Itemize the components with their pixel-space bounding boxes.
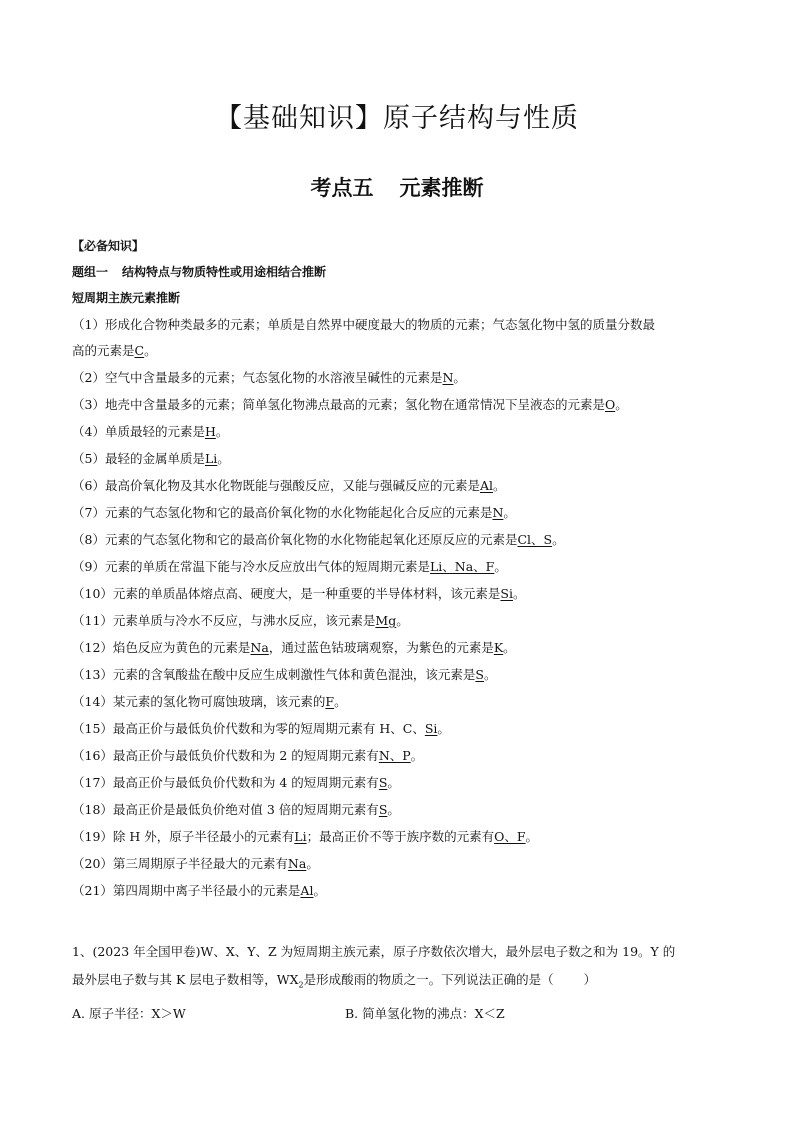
item-line — [72, 607, 732, 634]
item-text: 元素的含氧酸盐在酸中反应生成刺激性气体和黄色混浊，该元素是 — [112, 667, 476, 682]
item-end: 。 — [437, 721, 450, 736]
item-line — [72, 580, 732, 607]
answer: Mg — [375, 613, 397, 628]
list-item — [72, 391, 732, 418]
item-end: 。 — [503, 640, 516, 655]
item-number: （5） — [72, 451, 105, 466]
answer: F — [325, 694, 335, 709]
item-number: （9） — [72, 559, 105, 574]
item-text-middle: ，通过蓝色钴玻璃观察，为紫色的元素是 — [268, 640, 494, 655]
item-number: （6） — [72, 478, 105, 493]
list-item — [72, 688, 732, 715]
subtitle-part1: 考点五 — [310, 176, 374, 200]
item-end: 。 — [144, 343, 157, 358]
item-number: （19） — [72, 829, 113, 844]
item-text: 地壳中含量最多的元素；简单氢化物沸点最高的元素；氢化物在通常情况下呈液态的元素是 — [104, 397, 605, 412]
item-line — [72, 796, 732, 823]
option-b[interactable]: B. 简单氢化物的沸点：X＜Z — [345, 1005, 505, 1021]
item-number: （18） — [72, 802, 113, 817]
group-label: 题组一 — [72, 265, 109, 279]
item-end: 。 — [313, 883, 326, 898]
item-number: （20） — [72, 856, 113, 871]
question-line-1: 1、(2023 年全国甲卷)W、X、Y、Z 为短周期主族元素，原子序数依次增大，最外层电子数之和为 19。Y 的 — [72, 944, 676, 959]
answer: S — [378, 802, 388, 817]
answer: Cl、S — [517, 532, 553, 547]
subheading: 短周期主族元素推断 — [72, 291, 181, 305]
item-end: 。 — [217, 451, 230, 466]
item-number: （7） — [72, 505, 105, 520]
answer: N、P — [378, 748, 411, 763]
answer: O — [604, 397, 616, 412]
item-number: （4） — [72, 424, 105, 439]
item-number: （12） — [72, 640, 113, 655]
answer: S — [475, 667, 484, 682]
item-number: （11） — [72, 613, 113, 628]
item-end: 。 — [396, 613, 409, 628]
item-line — [72, 391, 732, 418]
item-end: 。 — [484, 667, 497, 682]
answer: Na — [250, 640, 269, 655]
item-line — [72, 688, 732, 715]
knowledge-section — [72, 233, 732, 904]
answer: H — [204, 424, 216, 439]
item-end: 。 — [525, 829, 539, 844]
item-text: 除 H 外，原子半径最小的元素有 — [112, 829, 295, 844]
item-line — [72, 311, 732, 338]
list-item — [72, 661, 732, 688]
item-line — [72, 364, 732, 391]
list-item — [72, 472, 732, 499]
item-number: （10） — [72, 586, 113, 601]
item-end: 。 — [615, 397, 628, 412]
item-line — [72, 553, 732, 580]
item-text: 空气中含量最多的元素；气态氢化物的水溶液呈碱性的元素是 — [104, 370, 443, 385]
subtitle-part2: 元素推断 — [399, 176, 484, 200]
item-text-middle: ；最高正价不等于族序数的元素有 — [306, 829, 495, 844]
item-text: 元素的气态氢化物和它的最高价氧化物的水化物能起化合反应的元素是 — [104, 505, 493, 520]
group-text: 结构特点与物质特性或用途相结合推断 — [122, 265, 327, 279]
answer: Al — [300, 883, 314, 898]
item-text: 某元素的氢化物可腐蚀玻璃，该元素的 — [112, 694, 326, 709]
item-line — [72, 499, 732, 526]
list-item — [72, 634, 732, 661]
list-item — [72, 445, 732, 472]
item-text: 元素的单质晶体熔点高、硬度大，是一种重要的半导体材料，该元素是 — [112, 586, 501, 601]
item-end: 。 — [306, 856, 319, 871]
list-item — [72, 418, 732, 445]
options-row — [72, 1000, 732, 1028]
question-block — [72, 938, 732, 1028]
item-line — [72, 823, 732, 850]
item-end: 。 — [387, 775, 400, 790]
item-text: 最高价氧化物及其水化物既能与强酸反应，又能与强碱反应的元素是 — [104, 478, 480, 493]
item-text: 元素单质与冷水不反应，与沸水反应，该元素是 — [112, 613, 376, 628]
answer: Li — [294, 829, 307, 844]
item-end: 。 — [410, 748, 424, 763]
item-line — [72, 769, 732, 796]
list-item — [72, 364, 732, 391]
list-item — [72, 850, 732, 877]
question-line-2-post: 是形成酸雨的物质之一。下列说法正确的是（ — [303, 972, 554, 987]
subscript: 2 — [298, 980, 304, 990]
list-item — [72, 580, 732, 607]
item-text: 元素的单质在常温下能与冷水反应放出气体的短周期元素是 — [104, 559, 430, 574]
list-item — [72, 769, 732, 796]
item-text: 单质最轻的元素是 — [104, 424, 205, 439]
answer: O、F — [494, 829, 526, 844]
answer: Al — [479, 478, 493, 493]
item-number: （1） — [72, 317, 105, 332]
item-list — [72, 311, 732, 904]
answer: N — [492, 505, 504, 520]
answer: Li — [204, 451, 218, 466]
item-line-continued — [72, 338, 732, 364]
item-text: 最高正价与最低负价代数和为零的短周期元素有 H、C、 — [112, 721, 425, 736]
item-end: 。 — [387, 802, 400, 817]
option-a[interactable]: A. 原子半径：X＞W — [72, 1005, 186, 1021]
list-item — [72, 607, 732, 634]
item-text: 形成化合物种类最多的元素；单质是自然界中硬度最大的物质的元素；气态氢化物中氢的质量分数最 — [104, 317, 655, 332]
answer: Li、Na、F — [429, 559, 495, 574]
item-number: （15） — [72, 721, 113, 736]
item-text: 第三周期原子半径最大的元素有 — [112, 856, 288, 871]
item-line — [72, 472, 732, 499]
question-line-2-end: ） — [583, 972, 597, 987]
item-end: 。 — [215, 424, 229, 439]
item-end: 。 — [494, 559, 507, 574]
item-end: 。 — [493, 478, 506, 493]
item-line — [72, 742, 732, 769]
list-item — [72, 823, 732, 850]
answer: N — [442, 370, 454, 385]
item-line — [72, 850, 732, 877]
section-label: 【必备知识】 — [72, 239, 145, 253]
item-number: （21） — [72, 883, 113, 898]
list-item — [72, 526, 732, 553]
group-heading — [72, 259, 732, 285]
item-line — [72, 634, 732, 661]
item-text: 最高正价是最低负价绝对值 3 倍的短周期元素有 — [112, 802, 379, 817]
topic-subtitle — [0, 172, 794, 202]
item-end: 。 — [453, 370, 466, 385]
item-text: 焰色反应为黄色的元素是 — [112, 640, 251, 655]
item-text: 最高正价与最低负价代数和为 4 的短周期元素有 — [112, 775, 379, 790]
item-end: 。 — [552, 532, 565, 547]
list-item — [72, 311, 732, 364]
question-line-2-pre: 最外层电子数与其 K 层电子数相等，WX — [72, 972, 299, 987]
item-line — [72, 661, 732, 688]
item-number: （14） — [72, 694, 113, 709]
item-number: （13） — [72, 667, 113, 682]
item-number: （3） — [72, 397, 105, 412]
item-line — [72, 715, 732, 742]
list-item — [72, 742, 732, 769]
answer: Si — [500, 586, 513, 601]
item-text: 最高正价与最低负价代数和为 2 的短周期元素有 — [112, 748, 379, 763]
item-text-continued: 高的元素是 — [72, 343, 135, 358]
item-line — [72, 526, 732, 553]
item-text: 最轻的金属单质是 — [104, 451, 205, 466]
list-item — [72, 796, 732, 823]
item-end: 。 — [512, 586, 526, 601]
item-line — [72, 877, 732, 904]
list-item — [72, 553, 732, 580]
list-item — [72, 877, 732, 904]
page-title: 【基础知识】原子结构与性质 — [215, 103, 579, 134]
item-number: （8） — [72, 532, 105, 547]
item-line — [72, 445, 732, 472]
answer: Si — [424, 721, 438, 736]
item-number: （17） — [72, 775, 113, 790]
answer: K — [493, 640, 504, 655]
item-number: （16） — [72, 748, 113, 763]
answer: C — [134, 343, 145, 358]
item-text: 元素的气态氢化物和它的最高价氧化物的水化物能起氧化还原反应的元素是 — [104, 532, 518, 547]
item-line — [72, 418, 732, 445]
item-end: 。 — [334, 694, 347, 709]
answer: Na — [287, 856, 307, 871]
question-line-2 — [72, 966, 732, 1000]
item-end: 。 — [503, 505, 516, 520]
list-item — [72, 715, 732, 742]
item-number: （2） — [72, 370, 105, 385]
list-item — [72, 499, 732, 526]
item-text: 第四周期中离子半径最小的元素是 — [112, 883, 301, 898]
answer: S — [378, 775, 388, 790]
